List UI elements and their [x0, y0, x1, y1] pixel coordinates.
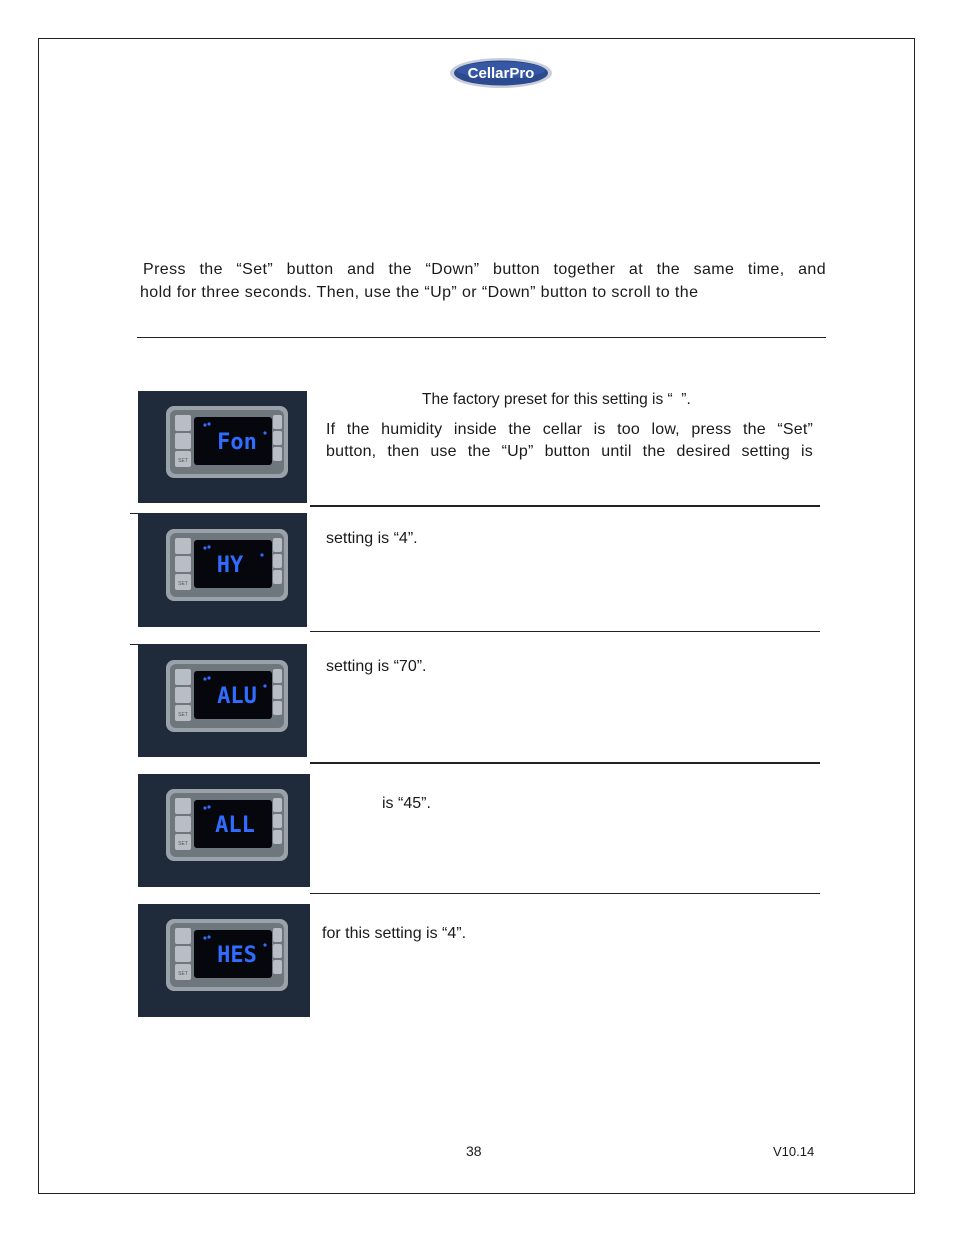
row-tick-2	[130, 513, 138, 514]
alu-text: setting is “70”.	[326, 658, 427, 675]
svg-text:ALL: ALL	[215, 813, 255, 838]
svg-text:SET: SET	[178, 971, 188, 977]
svg-text:HY: HY	[216, 553, 244, 578]
svg-text:HES: HES	[217, 943, 257, 968]
controller-panel-hes	[138, 904, 310, 1017]
svg-text:SET: SET	[178, 841, 188, 847]
controller-panel-hy	[138, 513, 307, 627]
row-divider-3	[310, 762, 820, 764]
version-label: V10.14	[773, 1144, 815, 1159]
intro-line-1: Press the “Set” button and the “Down” button together at the same time, and	[143, 261, 826, 278]
section-divider	[137, 337, 826, 338]
svg-text:SET: SET	[178, 712, 188, 718]
controller-panel-alu	[138, 644, 307, 757]
row-divider-1	[310, 505, 820, 507]
page-number: 38	[466, 1143, 482, 1159]
svg-text:ALU: ALU	[217, 684, 257, 709]
row-divider-4	[310, 893, 820, 894]
controller-panel-fon	[138, 391, 307, 503]
row-divider-2	[310, 631, 820, 632]
svg-text:CellarPro: CellarPro	[467, 65, 535, 82]
all-text: is “45”.	[382, 795, 431, 812]
fon-line-2: button, then use the “Up” button until the desired setting is	[326, 443, 813, 460]
svg-text:Fon: Fon	[217, 430, 257, 455]
intro-paragraph	[140, 258, 826, 304]
hes-text: for this setting is “4”.	[322, 925, 467, 942]
fon-line-1: If the humidity inside the cellar is too low, press the “Set”	[326, 421, 813, 438]
row-tick-3	[130, 644, 138, 645]
controller-panel-all	[138, 774, 310, 887]
svg-text:SET: SET	[178, 458, 188, 464]
intro-line-2: hold for three seconds. Then, use the “Up” or “Down” button to scroll to the	[140, 284, 699, 301]
preset-text-fon: The factory preset for this setting is “ ”.	[422, 391, 691, 408]
cellarpro-logo	[449, 57, 553, 89]
svg-text:SET: SET	[178, 581, 188, 587]
hy-text: setting is “4”.	[326, 530, 418, 547]
